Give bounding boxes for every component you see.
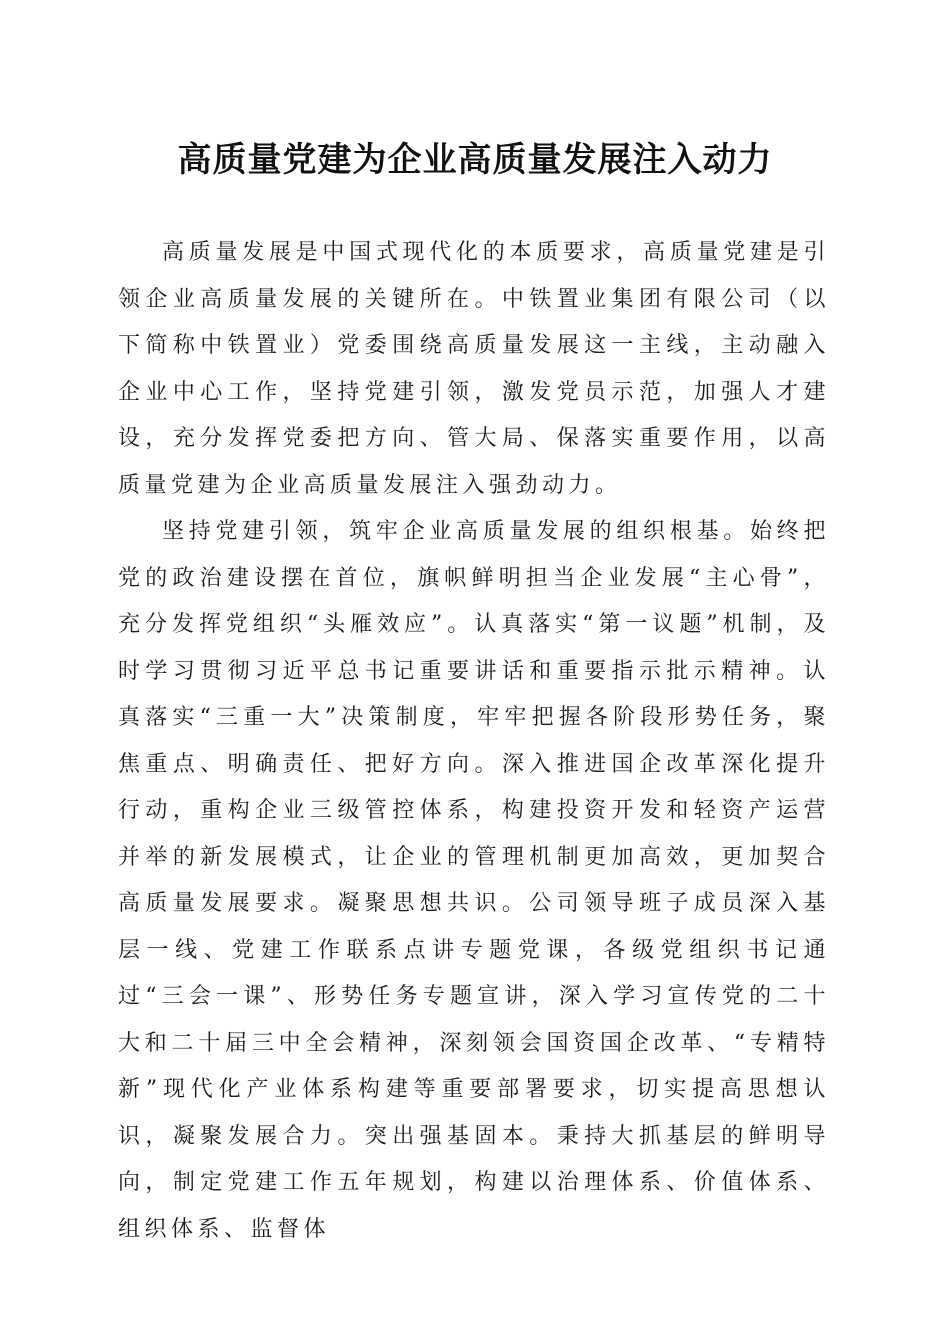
paragraph: 高质量发展是中国式现代化的本质要求，高质量党建是引领企业高质量发展的关键所在。中铁置业集团有限公司（以下简称中铁置业）党委围绕高质量发展这一主线，主动融入企业中心工作，坚持党建引领，激发党员示范，加强人才建设，充分发挥党委把方向、管大局、保落实重要作用，以高质量党建为企业高质量发展注入强劲动力。 bbox=[118, 240, 830, 498]
paragraph: 坚持党建引领，筑牢企业高质量发展的组织根基。始终把党的政治建设摆在首位，旗帜鲜明担当企业发展“主心骨”，充分发挥党组织“头雁效应”。认真落实“第一议题”机制，及时学习贯彻习近平总书记重要讲话和重要指示批示精神。认真落实“三重一大”决策制度，牢牢把握各阶段形势任务，聚焦重点、明确责任、把好方向。深入推进国企改革深化提升行动，重构企业三级管控体系，构建投资开发和轻资产运营并举的新发展模式，让企业的管理机制更加高效，更加契合高质量发展要求。凝聚思想共识。公司领导班子成员深入基层一线、党建工作联系点讲专题党课，各级党组织书记通过“三会一课”、形势任务专题宣讲，深入学习宣传党的二十大和二十届三中全会精神，深刻领会国资国企改革、“专精特新”现代化产业体系构建等重要部署要求，切实提高思想认识，凝聚发展合力。突出强基固本。秉持大抓基层的鲜明导向，制定党建工作五年规划，构建以治理体系、价值体系、组织体系、监督体 bbox=[118, 519, 830, 1242]
document-body bbox=[118, 230, 830, 1253]
document-title: 高质量党建为企业高质量发展注入动力 bbox=[177, 140, 773, 180]
